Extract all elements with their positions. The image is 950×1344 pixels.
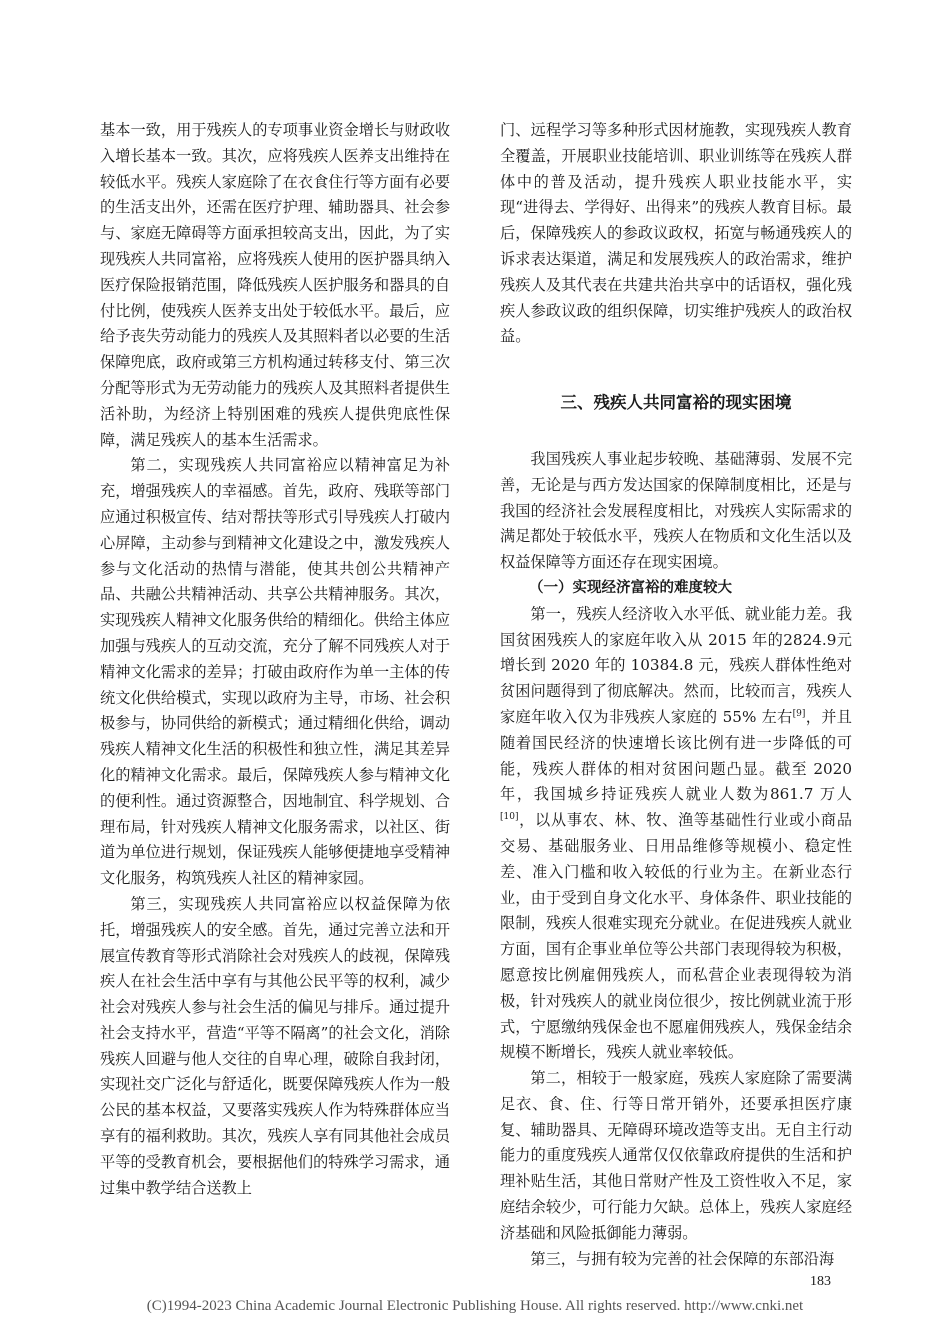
- left-paragraph-1: 基本一致，用于残疾人的专项事业资金增长与财政收入增长基本一致。其次，应将残疾人医养支出维持在较低水平。残疾人家庭除了在衣食住行等方面有必要的生活支出外，还需在医疗护理、辅助器具、社会参与、家庭无障碍等方面承担较高支出，因此，为了实现残疾人共同富裕，应将残疾人使用的医护器具纳入医疗保险报销范围，降低残疾人医护服务和器具的自付比例，使残疾人医养支出处于较低水平。最后，应给予丧失劳动能力的残疾人及其照料者以必要的生活保障兜底，政府或第三方机构通过转移支付、第三次分配等形式为无劳动能力的残疾人及其照料者提供生活补助，为经济上特别困难的残疾人提供兜底性保障，满足残疾人的基本生活需求。: [100, 121, 450, 449]
- paragraph-3-part-a: 第一，残疾人经济收入水平低、就业能力差。我国贫困残疾人的家庭年收入从 2015 年的2824.9元增长到 2020 年的 10384.8 元，残疾人群体性绝对贫困问题得到了彻底解决。然而，比较而言，残疾人家庭年收入仅为非残疾人家庭的 55% 左右: [500, 604, 852, 726]
- right-paragraph-3: [500, 602, 852, 1066]
- right-paragraph-2: 我国残疾人事业起步较晚、基础薄弱、发展不完善，无论是与西方发达国家的保障制度相比，还是与我国的经济社会发展程度相比，对残疾人实际需求的满足都处于较低水平，残疾人在物质和文化生活以及权益保障等方面还存在现实困境。: [500, 449, 852, 572]
- reference-9[interactable]: [9]: [792, 708, 806, 719]
- left-column: [100, 118, 450, 1201]
- right-paragraph-5: 第三，与拥有较为完善的社会保障的东部沿海: [530, 1249, 835, 1268]
- page-number: 183: [810, 1274, 831, 1289]
- copyright-footer: (C)1994-2023 China Academic Journal Electronic Publishing House. All rights reserved. http://www.cnki.net: [146, 1298, 804, 1314]
- section-heading: 三、残疾人共同富裕的现实困境: [560, 393, 792, 413]
- reference-10[interactable]: [10]: [500, 812, 519, 823]
- right-paragraph-4: 第二，相较于一般家庭，残疾人家庭除了需要满足衣、食、住、行等日常开销外，还要承担医疗康复、辅助器具、无障碍环境改造等支出。无自主行动能力的重度残疾人通常仅仅依靠政府提供的生活和护理补贴生活，其他日常财产性及工资性收入不足，家庭结余较少，可行能力欠缺。总体上，残疾人家庭经济基础和风险抵御能力薄弱。: [500, 1069, 852, 1242]
- left-paragraph-2: 第二，实现残疾人共同富裕应以精神富足为补充，增强残疾人的幸福感。首先，政府、残联等部门应通过积极宣传、结对帮扶等形式引导残疾人打破内心屏障，主动参与到精神文化建设之中，激发残疾人参与文化活动的热情与潜能，使其共创公共精神产品、共融公共精神活动、共享公共精神服务。其次，实现残疾人精神文化服务供给的精细化。供给主体应加强与残疾人的互动交流，充分了解不同残疾人对于精神文化需求的差异；打破由政府作为单一主体的传统文化供给模式，实现以政府为主导，市场、社会积极参与，协同供给的新模式；通过精细化供给，调动残疾人精神文化生活的积极性和独立性，满足其差异化的精神文化需求。最后，保障残疾人参与精神文化的便利性。通过资源整合，因地制宜、科学规划、合理布局，针对残疾人精神文化服务需求，以社区、街道为单位进行规划，保证残疾人能够便捷地享受精神文化服务，构筑残疾人社区的精神家园。: [100, 456, 450, 888]
- paragraph-3-part-b: ，并且随着国民经济的快速增长该比例有进一步降低的可能，残疾人群体的相对贫困问题凸显。截至 2020 年，我国城乡持证残疾人就业人数为861.7 万人: [500, 707, 852, 804]
- left-paragraph-3: 第三，实现残疾人共同富裕应以权益保障为依托，增强残疾人的安全感。首先，通过完善立法和开展宣传教育等形式消除社会对残疾人的歧视，保障残疾人在社会生活中享有与其他公民平等的权利，减少社会对残疾人参与社会生活的偏见与排斥。通过提升社会支持水平，营造“平等不隔离”的社会文化，消除残疾人回避与他人交往的自卑心理，破除自我封闭，实现社交广泛化与舒适化，既要保障残疾人作为一般公民的基本权益，又要落实残疾人作为特殊群体应当享有的福利救助。其次，残疾人享有同其他社会成员平等的受教育机会，要根据他们的特殊学习需求，通过集中教学结合送教上: [100, 894, 450, 1197]
- subsection-heading: （一）实现经济富裕的难度较大: [529, 579, 732, 596]
- paragraph-3-part-c: ，以从事农、林、牧、渔等基础性行业或小商品交易、基础服务业、日用品维修等规模小、稳定性差、准入门槛和收入较低的行业为主。在新业态行业，由于受到自身文化水平、身体条件、职业技能的限制，残疾人很难实现充分就业。在促进残疾人就业方面，国有企事业单位等公共部门表现得较为积极，愿意按比例雇佣残疾人，而私营企业表现得较为消极，针对残疾人的就业岗位很少，按比例就业流于形式，宁愿缴纳残保金也不愿雇佣残疾人，残保金结余规模不断增长，残疾人就业率较低。: [500, 811, 852, 1062]
- right-column: [500, 118, 852, 1272]
- right-paragraph-1: 门、远程学习等多种形式因材施教，实现残疾人教育全覆盖，开展职业技能培训、职业训练等在残疾人群体中的普及活动，提升残疾人职业技能水平，实现“进得去、学得好、出得来”的残疾人教育目标。最后，保障残疾人的参政议政权，拓宽与畅通残疾人的诉求表达渠道，满足和发展残疾人的政治需求，维护残疾人及其代表在共建共治共享中的话语权，强化残疾人参政议政的组织保障，切实维护残疾人的政治权益。: [500, 121, 852, 346]
